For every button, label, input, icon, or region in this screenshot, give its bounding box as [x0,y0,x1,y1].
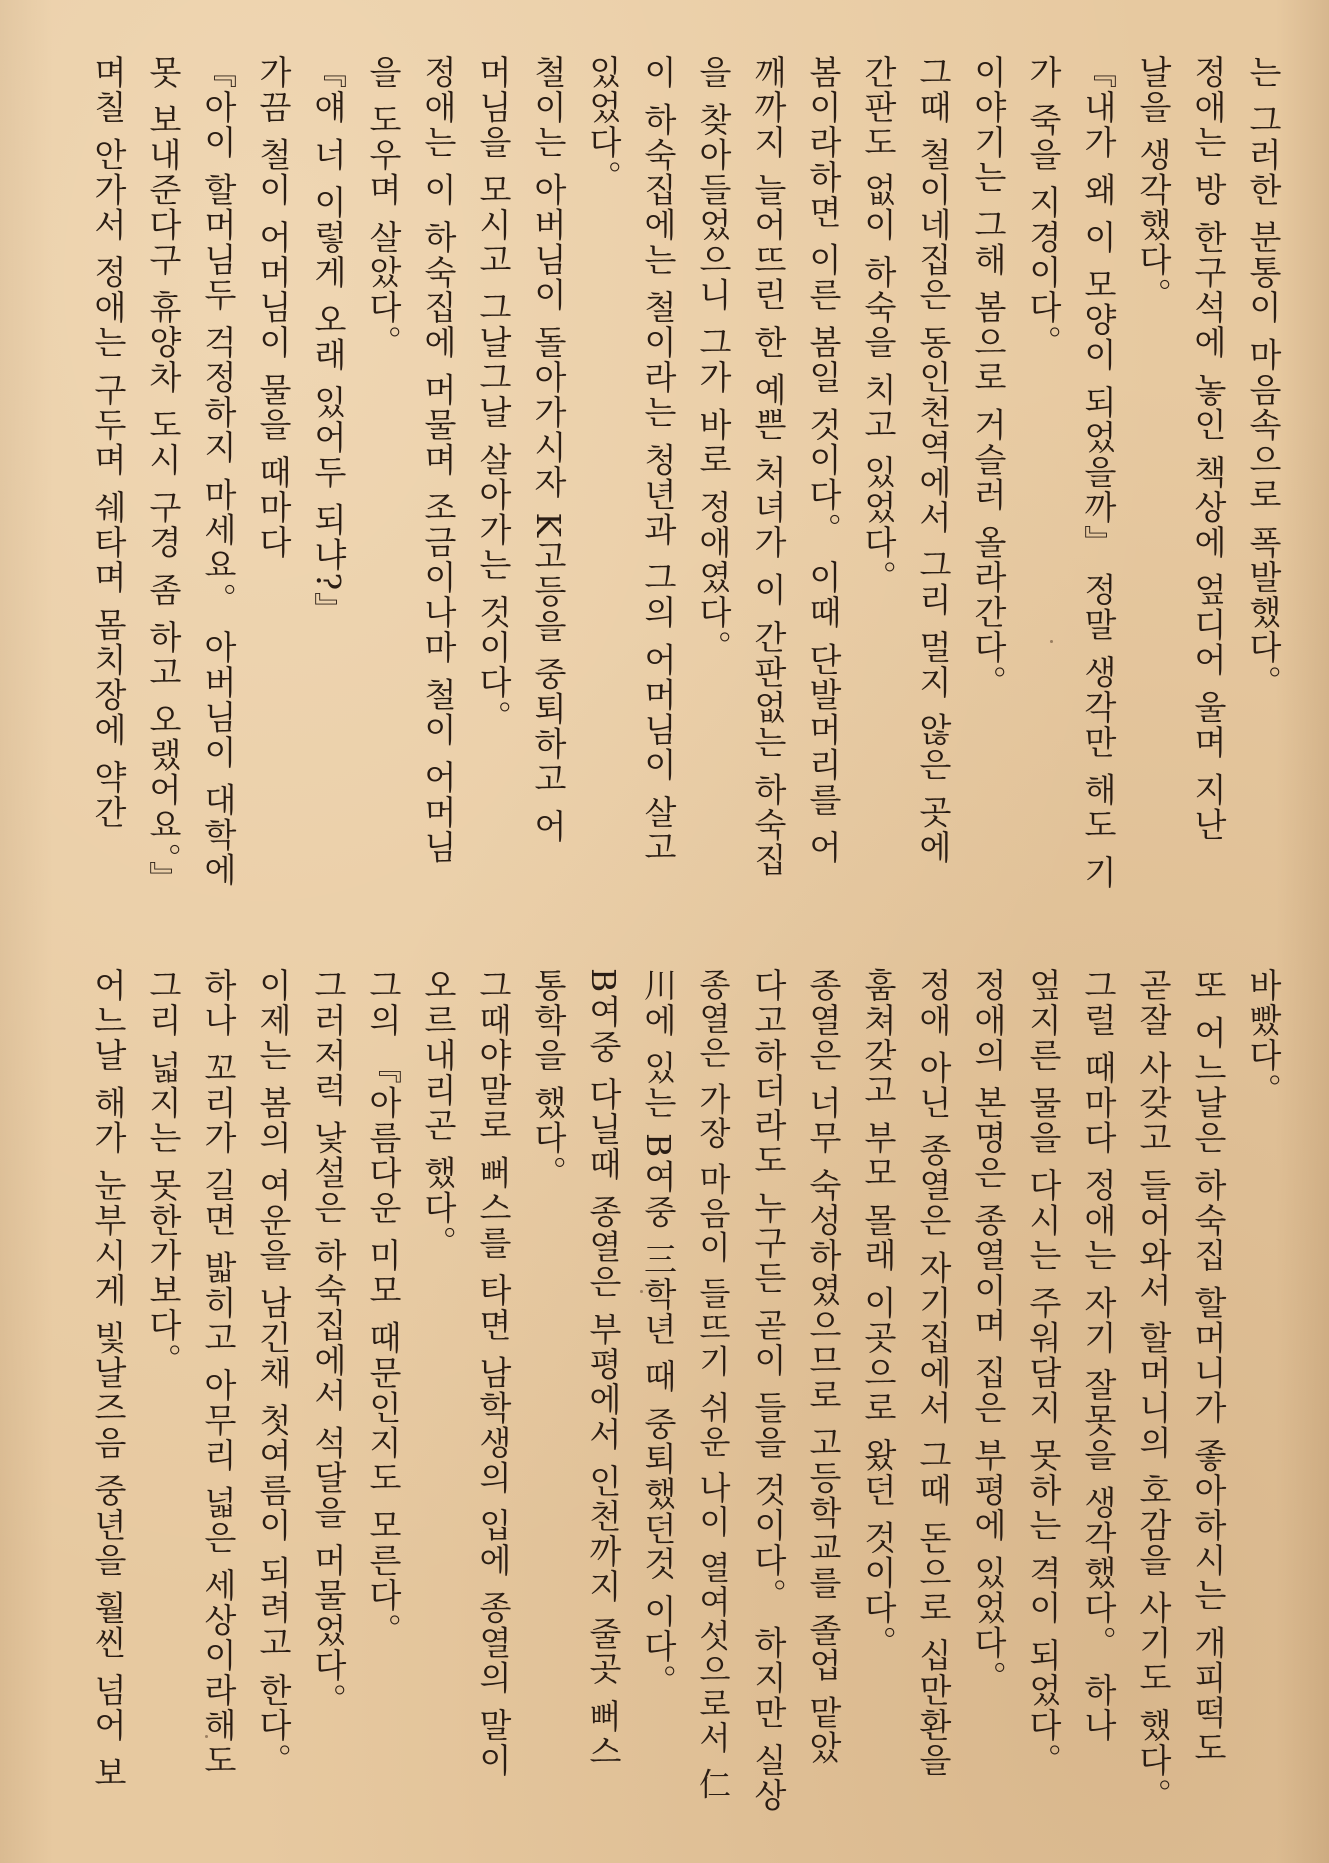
text-column: 그러저럭 낯설은 하숙집에서 석달을 머물었다。 [309,968,348,1718]
text-column: 며칠 안가서 정애는 구두며 쉐타며 몸치장에 약간 [89,55,128,830]
text-column: 날을 생각했다。 [1134,55,1173,313]
text-column: 정애는 방 한구석에 놓인 책상에 엎디어 울며 지난 [1189,55,1228,843]
text-column: 엎지른 물을 다시는 주워담지 못하는 격이 되었다。 [1024,968,1063,1778]
paper-speck [205,1735,208,1738]
text-column: 그리 넓지는 못한가보다。 [144,968,183,1378]
text-column: 또 어느날은 하숙집 할머니가 좋아하시는 개피떡도 [1189,968,1228,1766]
text-column: 오르내리곤 했다。 [419,968,458,1261]
text-column: 통학을 했다。 [529,968,568,1191]
text-column: 가 죽을 지경이다。 [1024,55,1063,360]
text-column: 『아이 할머님두 걱정하지 마세요。 아버님이 대학에 [199,55,238,888]
text-column: 그때야말로 뻐스를 타면 남학생의 입에 종열의 말이 [474,968,513,1778]
text-column: 정애는 이 하숙집에 머물며 조금이나마 철이 어머님 [419,55,458,865]
text-column: 못 보내준다구 휴양차 도시 구경 좀 하고 오랬어요。』 [144,55,183,896]
text-column: 어느날 해가 눈부시게 빛날즈음 중년을 훨씬 넘어 보 [89,968,128,1791]
text-column: 곧잘 사갖고 들어와서 할머니의 호감을 사기도 했다。 [1134,968,1173,1813]
text-column: 훔쳐갖고 부모 몰래 이곳으로 왔던 것이다。 [859,968,898,1661]
text-column: 『내가 왜 이 모양이 되었을까』 정말 생각만 해도 기 [1079,55,1118,890]
text-column: 정애의 본명은 종열이며 집은 부평에 있었다。 [969,968,1008,1696]
text-column: 종열은 가장 마음이 들뜨기 쉬운 나이 열여섯으로서 仁 [694,968,732,1802]
text-column: 그럴 때마다 정애는 자기 잘못을 생각했다。 하나 [1079,968,1118,1743]
text-column: 가끔 철이 어머님이 물을 때마다 [254,55,293,560]
text-column: 그때 철이네집은 동인천역에서 그리 멀지 않은 곳에 [914,55,953,865]
text-column: 는 그러한 분통이 마음속으로 폭발했다。 [1244,55,1283,700]
paper-speck [1050,640,1053,643]
text-column: 간판도 없이 하숙을 치고 있었다。 [859,55,898,595]
text-column: 그의 『아름다운 미모 때문인지도 모른다。 [364,968,403,1648]
text-column: 다고하더라도 누구든 곧이 들을 것이다。 하지만 실상 [749,968,788,1813]
upper-text-block [49,55,1289,915]
text-column: 하나 꼬리가 길면 밟히고 아무리 넓은 세상이라해도 [199,968,238,1778]
text-column: 이야기는 그해 봄으로 거슬러 올라간다。 [969,55,1008,700]
text-column: 봄이라하면 이른 봄일 것이다。 이때 단발머리를 어 [804,55,843,865]
text-column: 을 도우며 살았다。 [364,55,403,360]
text-column: 『얘 너 이렇게 오래 있어두 되냐?』 [309,55,348,628]
text-column: 철이는 아버님이 돌아가시자 K고등을 중퇴하고 어 [529,55,568,845]
text-column: 머님을 모시고 그날그날 살아가는 것이다。 [474,55,513,735]
text-column: 이제는 봄의 여운을 남긴채 첫여름이 되려고 한다。 [254,968,293,1778]
paper-speck [640,1290,643,1293]
text-column: 川에 있는 B여중 三학년 때 중퇴했던것 이다。 [639,968,678,1700]
text-column: 있었다。 [584,55,623,195]
text-column: 바빴다。 [1244,968,1283,1108]
text-column: 정애 아닌 종열은 자기집에서 그때 돈으로 십만환을 [914,968,953,1778]
text-column: 종열은 너무 숙성하였으므로 고등학교를 졸업 맡았 [804,968,843,1766]
text-column: 깨까지 늘어뜨린 한 예쁜 처녀가 이 간판없는 하숙집 [749,55,788,878]
text-column: 을 찾아들었으니 그가 바로 정애였다。 [694,55,733,665]
text-column: B여중 다닐때 종열은 부평에서 인천까지 줄곳 뻐스 [584,968,623,1770]
lower-text-block [49,968,1289,1823]
text-column: 이 하숙집에는 철이라는 청년과 그의 어머님이 살고 [639,55,678,865]
